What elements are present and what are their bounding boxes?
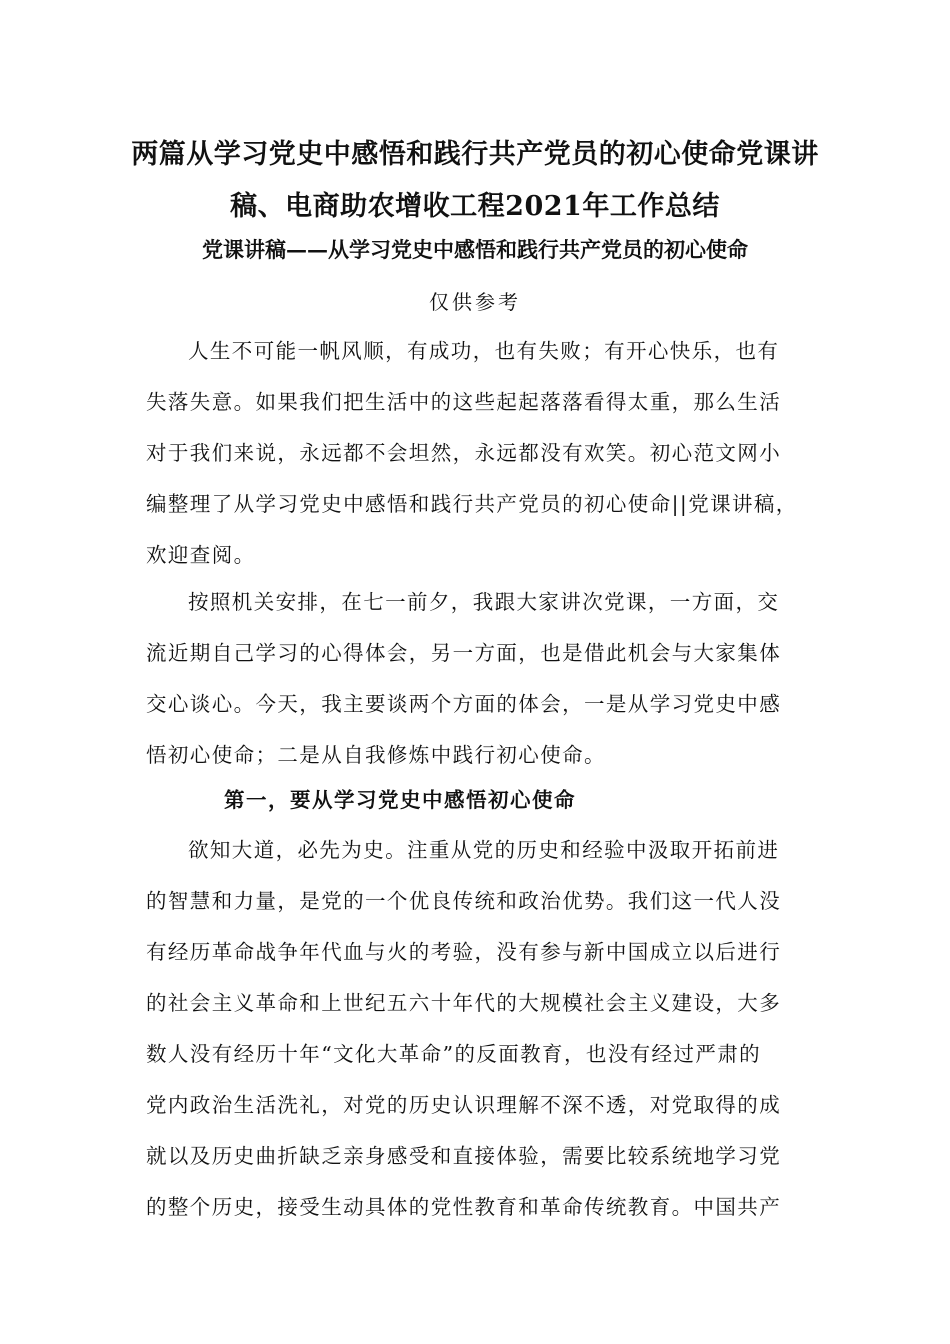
paragraph-line: 就以及历史曲折缺乏亲身感受和直接体验，需要比较系统地学习党 [146,1144,782,1168]
paragraph-line: 数人没有经历十年“文化大革命”的反面教育，也没有经过严肃的 [146,1042,762,1066]
paragraph-line: 悟初心使命；二是从自我修炼中践行初心使命。 [146,743,606,767]
paragraph-line: 欲知大道，必先为史。注重从党的历史和经验中汲取开拓前进 [188,838,780,862]
paragraph-line: 欢迎查阅。 [146,543,256,567]
paragraph-line: 的社会主义革命和上世纪五六十年代的大规模社会主义建设，大多 [146,991,782,1015]
paragraph-line: 人生不可能一帆风顺，有成功，也有失败；有开心快乐，也有 [188,339,780,363]
paragraph-line: 交心谈心。今天，我主要谈两个方面的体会，一是从学习党史中感 [146,692,782,716]
section-heading: 第一，要从学习党史中感悟初心使命 [224,788,576,812]
paragraph-arrangement [146,577,806,781]
paragraph-line: 有经历革命战争年代血与火的考验，没有参与新中国成立以后进行 [146,940,782,964]
paragraph-section-body [146,825,806,1233]
paragraph-line: 的整个历史，接受生动具体的党性教育和革命传统教育。中国共产 [146,1195,782,1219]
document-title-line-2: 稿、电商助农增收工程2021年工作总结 [230,191,720,222]
document-title-line-1: 两篇从学习党史中感悟和践行共产党员的初心使命党课讲 [131,139,819,170]
paragraph-line: 对于我们来说，永远都不会坦然，永远都没有欢笑。初心范文网小 [146,441,782,465]
paragraph-line: 失落失意。如果我们把生活中的这些起起落落看得太重，那么生活 [146,390,782,414]
paragraph-intro [146,326,806,581]
paragraph-line: 党内政治生活洗礼，对党的历史认识理解不深不透，对党取得的成 [146,1093,782,1117]
paragraph-line: 编整理了从学习党史中感悟和践行共产党员的初心使命||党课讲稿， [146,492,798,516]
paragraph-line: 的智慧和力量，是党的一个优良传统和政治优势。我们这一代人没 [146,889,782,913]
document-subtitle: 党课讲稿——从学习党史中感悟和践行共产党员的初心使命 [202,237,748,262]
reference-note: 仅供参考 [429,290,521,314]
paragraph-line: 流近期自己学习的心得体会，另一方面，也是借此机会与大家集体 [146,641,782,665]
paragraph-line: 按照机关安排，在七一前夕，我跟大家讲次党课，一方面，交 [188,590,780,614]
